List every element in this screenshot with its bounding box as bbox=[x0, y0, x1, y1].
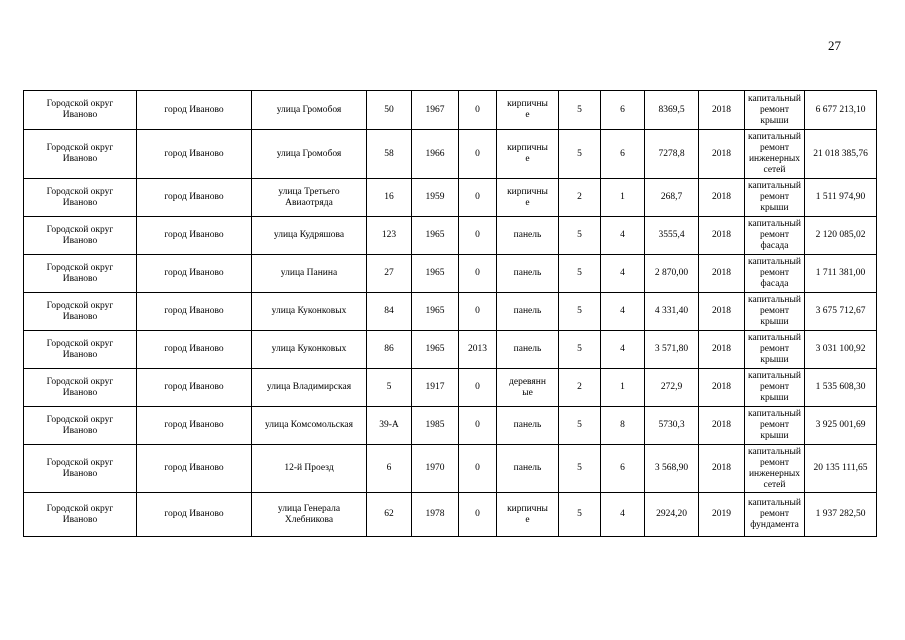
cost-cell: 20 135 111,65 bbox=[805, 445, 877, 493]
work-type-cell: капитальный ремонт фасада bbox=[745, 255, 805, 293]
plan-year-cell: 2018 bbox=[699, 217, 745, 255]
work-type-cell: капитальный ремонт инженерных сетей bbox=[745, 130, 805, 179]
wall-material-cell: деревянн ые bbox=[497, 369, 559, 407]
table-row bbox=[24, 407, 877, 445]
table-row bbox=[24, 331, 877, 369]
district-cell: Городской округ Иваново bbox=[24, 217, 137, 255]
plan-year-cell: 2018 bbox=[699, 179, 745, 217]
district-cell: Городской округ Иваново bbox=[24, 91, 137, 130]
street-cell: улица Третьего Авиаотряда bbox=[252, 179, 367, 217]
house-number-cell: 84 bbox=[367, 293, 412, 331]
reconstruction-year-cell: 0 bbox=[459, 493, 497, 537]
floors-cell: 5 bbox=[559, 331, 601, 369]
city-cell: город Иваново bbox=[137, 91, 252, 130]
work-type-cell: капитальный ремонт крыши bbox=[745, 179, 805, 217]
reconstruction-year-cell: 0 bbox=[459, 293, 497, 331]
entrances-cell: 1 bbox=[601, 179, 645, 217]
area-cell: 5730,3 bbox=[645, 407, 699, 445]
street-cell: 12-й Проезд bbox=[252, 445, 367, 493]
city-cell: город Иваново bbox=[137, 493, 252, 537]
area-cell: 2924,20 bbox=[645, 493, 699, 537]
street-cell: улица Куконковых bbox=[252, 293, 367, 331]
plan-year-cell: 2018 bbox=[699, 255, 745, 293]
area-cell: 268,7 bbox=[645, 179, 699, 217]
city-cell: город Иваново bbox=[137, 217, 252, 255]
city-cell: город Иваново bbox=[137, 179, 252, 217]
wall-material-cell: кирпичны е bbox=[497, 493, 559, 537]
page-number: 27 bbox=[828, 38, 841, 53]
area-cell: 7278,8 bbox=[645, 130, 699, 179]
area-cell: 8369,5 bbox=[645, 91, 699, 130]
wall-material-cell: кирпичны е bbox=[497, 91, 559, 130]
build-year-cell: 1965 bbox=[412, 293, 459, 331]
floors-cell: 2 bbox=[559, 369, 601, 407]
work-type-cell: капитальный ремонт крыши bbox=[745, 293, 805, 331]
work-type-cell: капитальный ремонт инженерных сетей bbox=[745, 445, 805, 493]
table-row bbox=[24, 445, 877, 493]
reconstruction-year-cell: 2013 bbox=[459, 331, 497, 369]
area-cell: 3 568,90 bbox=[645, 445, 699, 493]
table-row bbox=[24, 255, 877, 293]
work-type-cell: капитальный ремонт крыши bbox=[745, 331, 805, 369]
table-row bbox=[24, 91, 877, 130]
district-cell: Городской округ Иваново bbox=[24, 445, 137, 493]
street-cell: улица Кудряшова bbox=[252, 217, 367, 255]
wall-material-cell: кирпичны е bbox=[497, 179, 559, 217]
reconstruction-year-cell: 0 bbox=[459, 445, 497, 493]
street-cell: улица Панина bbox=[252, 255, 367, 293]
district-cell: Городской округ Иваново bbox=[24, 130, 137, 179]
plan-year-cell: 2018 bbox=[699, 130, 745, 179]
house-number-cell: 62 bbox=[367, 493, 412, 537]
wall-material-cell: панель bbox=[497, 293, 559, 331]
city-cell: город Иваново bbox=[137, 293, 252, 331]
work-type-cell: капитальный ремонт фундамента bbox=[745, 493, 805, 537]
entrances-cell: 8 bbox=[601, 407, 645, 445]
city-cell: город Иваново bbox=[137, 445, 252, 493]
wall-material-cell: кирпичны е bbox=[497, 130, 559, 179]
entrances-cell: 4 bbox=[601, 217, 645, 255]
entrances-cell: 4 bbox=[601, 293, 645, 331]
house-number-cell: 27 bbox=[367, 255, 412, 293]
reconstruction-year-cell: 0 bbox=[459, 217, 497, 255]
district-cell: Городской округ Иваново bbox=[24, 179, 137, 217]
build-year-cell: 1967 bbox=[412, 91, 459, 130]
reconstruction-year-cell: 0 bbox=[459, 255, 497, 293]
district-cell: Городской округ Иваново bbox=[24, 369, 137, 407]
entrances-cell: 6 bbox=[601, 445, 645, 493]
entrances-cell: 4 bbox=[601, 331, 645, 369]
table-row bbox=[24, 493, 877, 537]
wall-material-cell: панель bbox=[497, 255, 559, 293]
reconstruction-year-cell: 0 bbox=[459, 179, 497, 217]
house-number-cell: 6 bbox=[367, 445, 412, 493]
city-cell: город Иваново bbox=[137, 331, 252, 369]
table-row bbox=[24, 130, 877, 179]
cost-cell: 1 937 282,50 bbox=[805, 493, 877, 537]
plan-year-cell: 2018 bbox=[699, 91, 745, 130]
entrances-cell: 4 bbox=[601, 255, 645, 293]
floors-cell: 5 bbox=[559, 91, 601, 130]
wall-material-cell: панель bbox=[497, 331, 559, 369]
entrances-cell: 6 bbox=[601, 91, 645, 130]
floors-cell: 5 bbox=[559, 255, 601, 293]
work-type-cell: капитальный ремонт фасада bbox=[745, 217, 805, 255]
cost-cell: 3 925 001,69 bbox=[805, 407, 877, 445]
area-cell: 4 331,40 bbox=[645, 293, 699, 331]
district-cell: Городской округ Иваново bbox=[24, 331, 137, 369]
wall-material-cell: панель bbox=[497, 445, 559, 493]
district-cell: Городской округ Иваново bbox=[24, 255, 137, 293]
floors-cell: 5 bbox=[559, 217, 601, 255]
district-cell: Городской округ Иваново bbox=[24, 407, 137, 445]
table-row bbox=[24, 217, 877, 255]
reconstruction-year-cell: 0 bbox=[459, 369, 497, 407]
wall-material-cell: панель bbox=[497, 217, 559, 255]
house-number-cell: 16 bbox=[367, 179, 412, 217]
city-cell: город Иваново bbox=[137, 255, 252, 293]
build-year-cell: 1970 bbox=[412, 445, 459, 493]
build-year-cell: 1966 bbox=[412, 130, 459, 179]
build-year-cell: 1965 bbox=[412, 255, 459, 293]
entrances-cell: 4 bbox=[601, 493, 645, 537]
cost-cell: 1 511 974,90 bbox=[805, 179, 877, 217]
reconstruction-year-cell: 0 bbox=[459, 91, 497, 130]
floors-cell: 2 bbox=[559, 179, 601, 217]
cost-cell: 3 031 100,92 bbox=[805, 331, 877, 369]
city-cell: город Иваново bbox=[137, 407, 252, 445]
table-row bbox=[24, 369, 877, 407]
district-cell: Городской округ Иваново bbox=[24, 293, 137, 331]
plan-year-cell: 2018 bbox=[699, 445, 745, 493]
district-cell: Городской округ Иваново bbox=[24, 493, 137, 537]
build-year-cell: 1917 bbox=[412, 369, 459, 407]
build-year-cell: 1965 bbox=[412, 217, 459, 255]
house-number-cell: 58 bbox=[367, 130, 412, 179]
area-cell: 3 571,80 bbox=[645, 331, 699, 369]
house-number-cell: 50 bbox=[367, 91, 412, 130]
street-cell: улица Комсомольская bbox=[252, 407, 367, 445]
entrances-cell: 1 bbox=[601, 369, 645, 407]
table-row bbox=[24, 179, 877, 217]
cost-cell: 1 535 608,30 bbox=[805, 369, 877, 407]
repair-program-table bbox=[23, 90, 877, 537]
street-cell: улица Громобоя bbox=[252, 130, 367, 179]
cost-cell: 1 711 381,00 bbox=[805, 255, 877, 293]
reconstruction-year-cell: 0 bbox=[459, 407, 497, 445]
plan-year-cell: 2018 bbox=[699, 331, 745, 369]
build-year-cell: 1965 bbox=[412, 331, 459, 369]
work-type-cell: капитальный ремонт крыши bbox=[745, 407, 805, 445]
house-number-cell: 39-А bbox=[367, 407, 412, 445]
floors-cell: 5 bbox=[559, 293, 601, 331]
entrances-cell: 6 bbox=[601, 130, 645, 179]
street-cell: улица Генерала Хлебникова bbox=[252, 493, 367, 537]
house-number-cell: 86 bbox=[367, 331, 412, 369]
house-number-cell: 5 bbox=[367, 369, 412, 407]
street-cell: улица Владимирская bbox=[252, 369, 367, 407]
cost-cell: 2 120 085,02 bbox=[805, 217, 877, 255]
house-number-cell: 123 bbox=[367, 217, 412, 255]
area-cell: 2 870,00 bbox=[645, 255, 699, 293]
build-year-cell: 1959 bbox=[412, 179, 459, 217]
plan-year-cell: 2018 bbox=[699, 369, 745, 407]
plan-year-cell: 2018 bbox=[699, 407, 745, 445]
work-type-cell: капитальный ремонт крыши bbox=[745, 91, 805, 130]
city-cell: город Иваново bbox=[137, 369, 252, 407]
wall-material-cell: панель bbox=[497, 407, 559, 445]
street-cell: улица Куконковых bbox=[252, 331, 367, 369]
cost-cell: 6 677 213,10 bbox=[805, 91, 877, 130]
floors-cell: 5 bbox=[559, 407, 601, 445]
area-cell: 272,9 bbox=[645, 369, 699, 407]
plan-year-cell: 2019 bbox=[699, 493, 745, 537]
cost-cell: 21 018 385,76 bbox=[805, 130, 877, 179]
work-type-cell: капитальный ремонт крыши bbox=[745, 369, 805, 407]
plan-year-cell: 2018 bbox=[699, 293, 745, 331]
build-year-cell: 1985 bbox=[412, 407, 459, 445]
floors-cell: 5 bbox=[559, 130, 601, 179]
street-cell: улица Громобоя bbox=[252, 91, 367, 130]
floors-cell: 5 bbox=[559, 493, 601, 537]
build-year-cell: 1978 bbox=[412, 493, 459, 537]
table-row bbox=[24, 293, 877, 331]
reconstruction-year-cell: 0 bbox=[459, 130, 497, 179]
cost-cell: 3 675 712,67 bbox=[805, 293, 877, 331]
city-cell: город Иваново bbox=[137, 130, 252, 179]
floors-cell: 5 bbox=[559, 445, 601, 493]
area-cell: 3555,4 bbox=[645, 217, 699, 255]
